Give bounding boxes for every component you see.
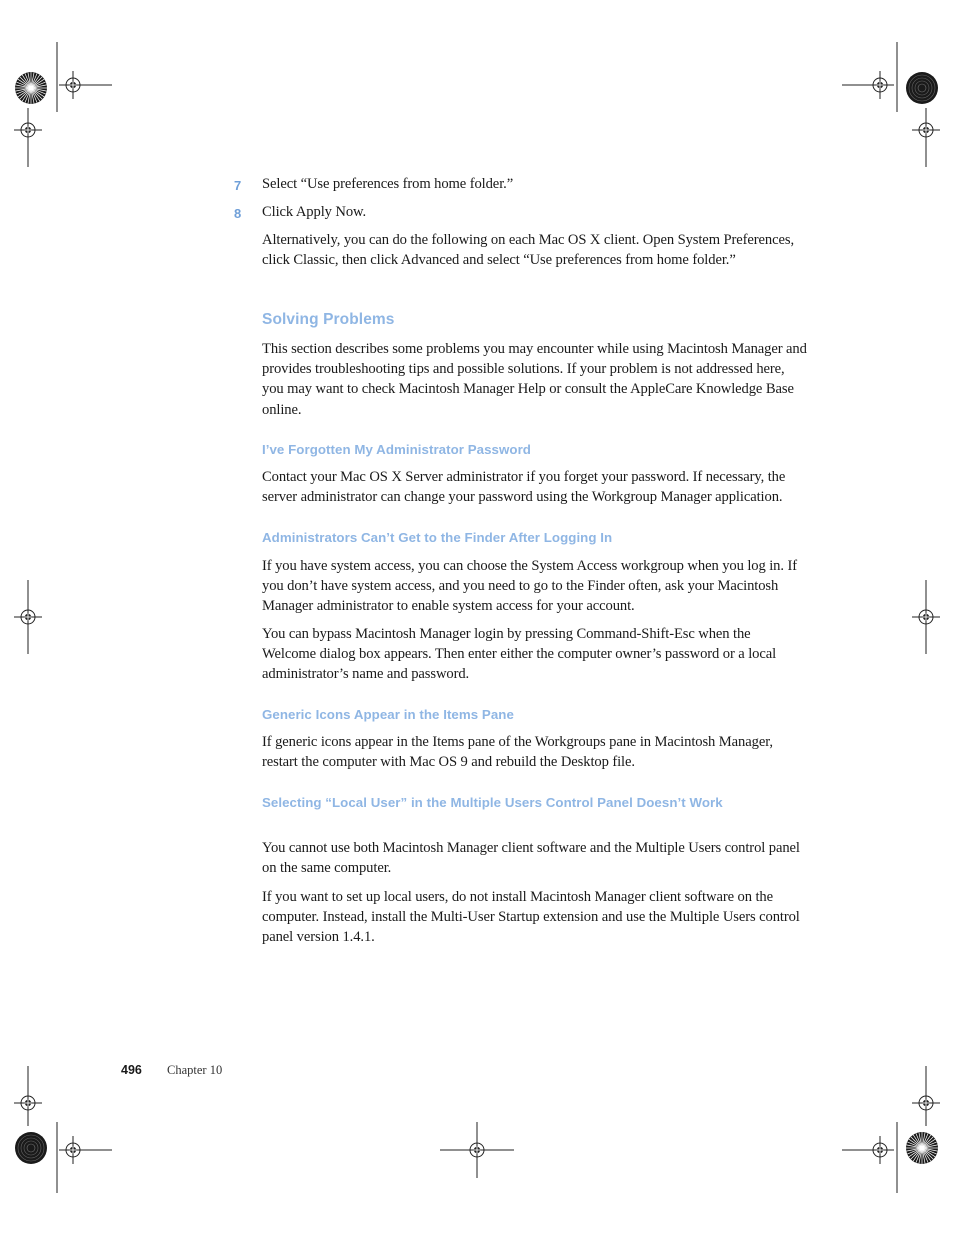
crosshair-mark — [866, 71, 894, 99]
topic-paragraph: You can bypass Macintosh Manager login by pressing Command-Shift-Esc when the Welcome dialog box appears. Then enter either the computer owner’s password or a local administrator’s name and password. — [262, 626, 777, 683]
starburst-mark-top-left — [15, 72, 47, 104]
crop-lines — [28, 42, 926, 1193]
topic-heading: Generic Icons Appear in the Items Pane — [262, 707, 514, 722]
crosshair-mark — [14, 1089, 42, 1117]
topic-paragraph: If you have system access, you can choose the System Access workgroup when you log in. If you don’t have system access, and you need to go to the Finder often, ask your Macintosh Manager administrator to enable system access for your account. — [262, 558, 797, 615]
step-text: Select “Use preferences from home folder.” — [262, 176, 514, 192]
concentric-mark-top-right — [906, 72, 938, 104]
topic-heading: Selecting “Local User” in the Multiple Users Control Panel Doesn’t Work — [262, 795, 723, 810]
crosshair-mark — [14, 116, 42, 144]
section-heading: Solving Problems — [262, 311, 395, 328]
topic-paragraph: If you want to set up local users, do not install Macintosh Manager client software on the computer. Instead, install the Multi-User Startup extension and use the Multiple Users control panel version 1.4.1. — [262, 889, 800, 946]
step-number: 7 — [234, 178, 242, 193]
topic-paragraph: If generic icons appear in the Items pane of the Workgroups pane in Macintosh Manager, restart the computer with Mac OS 9 and rebuild the Desktop file. — [262, 734, 773, 771]
chapter-label: Chapter 10 — [167, 1063, 223, 1077]
crosshair-mark — [912, 1089, 940, 1117]
page-number: 496 — [121, 1063, 142, 1077]
crosshair-mark — [463, 1136, 491, 1164]
starburst-mark-bottom-right — [906, 1132, 938, 1164]
crosshair-mark — [912, 603, 940, 631]
step-number: 8 — [234, 206, 242, 221]
crosshair-mark — [59, 1136, 87, 1164]
crosshair-mark — [912, 116, 940, 144]
topic-paragraph: You cannot use both Macintosh Manager client software and the Multiple Users control panel on the same computer. — [262, 840, 800, 877]
topic-paragraph: Contact your Mac OS X Server administrator if you forget your password. If necessary, the server administrator can change your password using the Workgroup Manager application. — [262, 469, 786, 506]
crosshair-mark — [59, 71, 87, 99]
crosshair-mark — [14, 603, 42, 631]
section-intro-paragraph: This section describes some problems you may encounter while using Macintosh Manager and provides troubleshooting tips and possible solutions. If your problem is not addressed here, you may want to check Macintosh Manager Help or consult the AppleCare Knowledge Base online. — [262, 341, 807, 418]
step-followup-paragraph: Alternatively, you can do the following on each Mac OS X client. Open System Preferences, click Classic, then click Advanced and select “Use preferences from home folder.” — [262, 232, 794, 269]
step-text: Click Apply Now. — [262, 204, 367, 220]
concentric-mark-bottom-left — [15, 1132, 47, 1164]
crosshair-mark — [866, 1136, 894, 1164]
topic-heading: I’ve Forgotten My Administrator Password — [262, 442, 531, 457]
topic-heading: Administrators Can’t Get to the Finder After Logging In — [262, 530, 613, 545]
